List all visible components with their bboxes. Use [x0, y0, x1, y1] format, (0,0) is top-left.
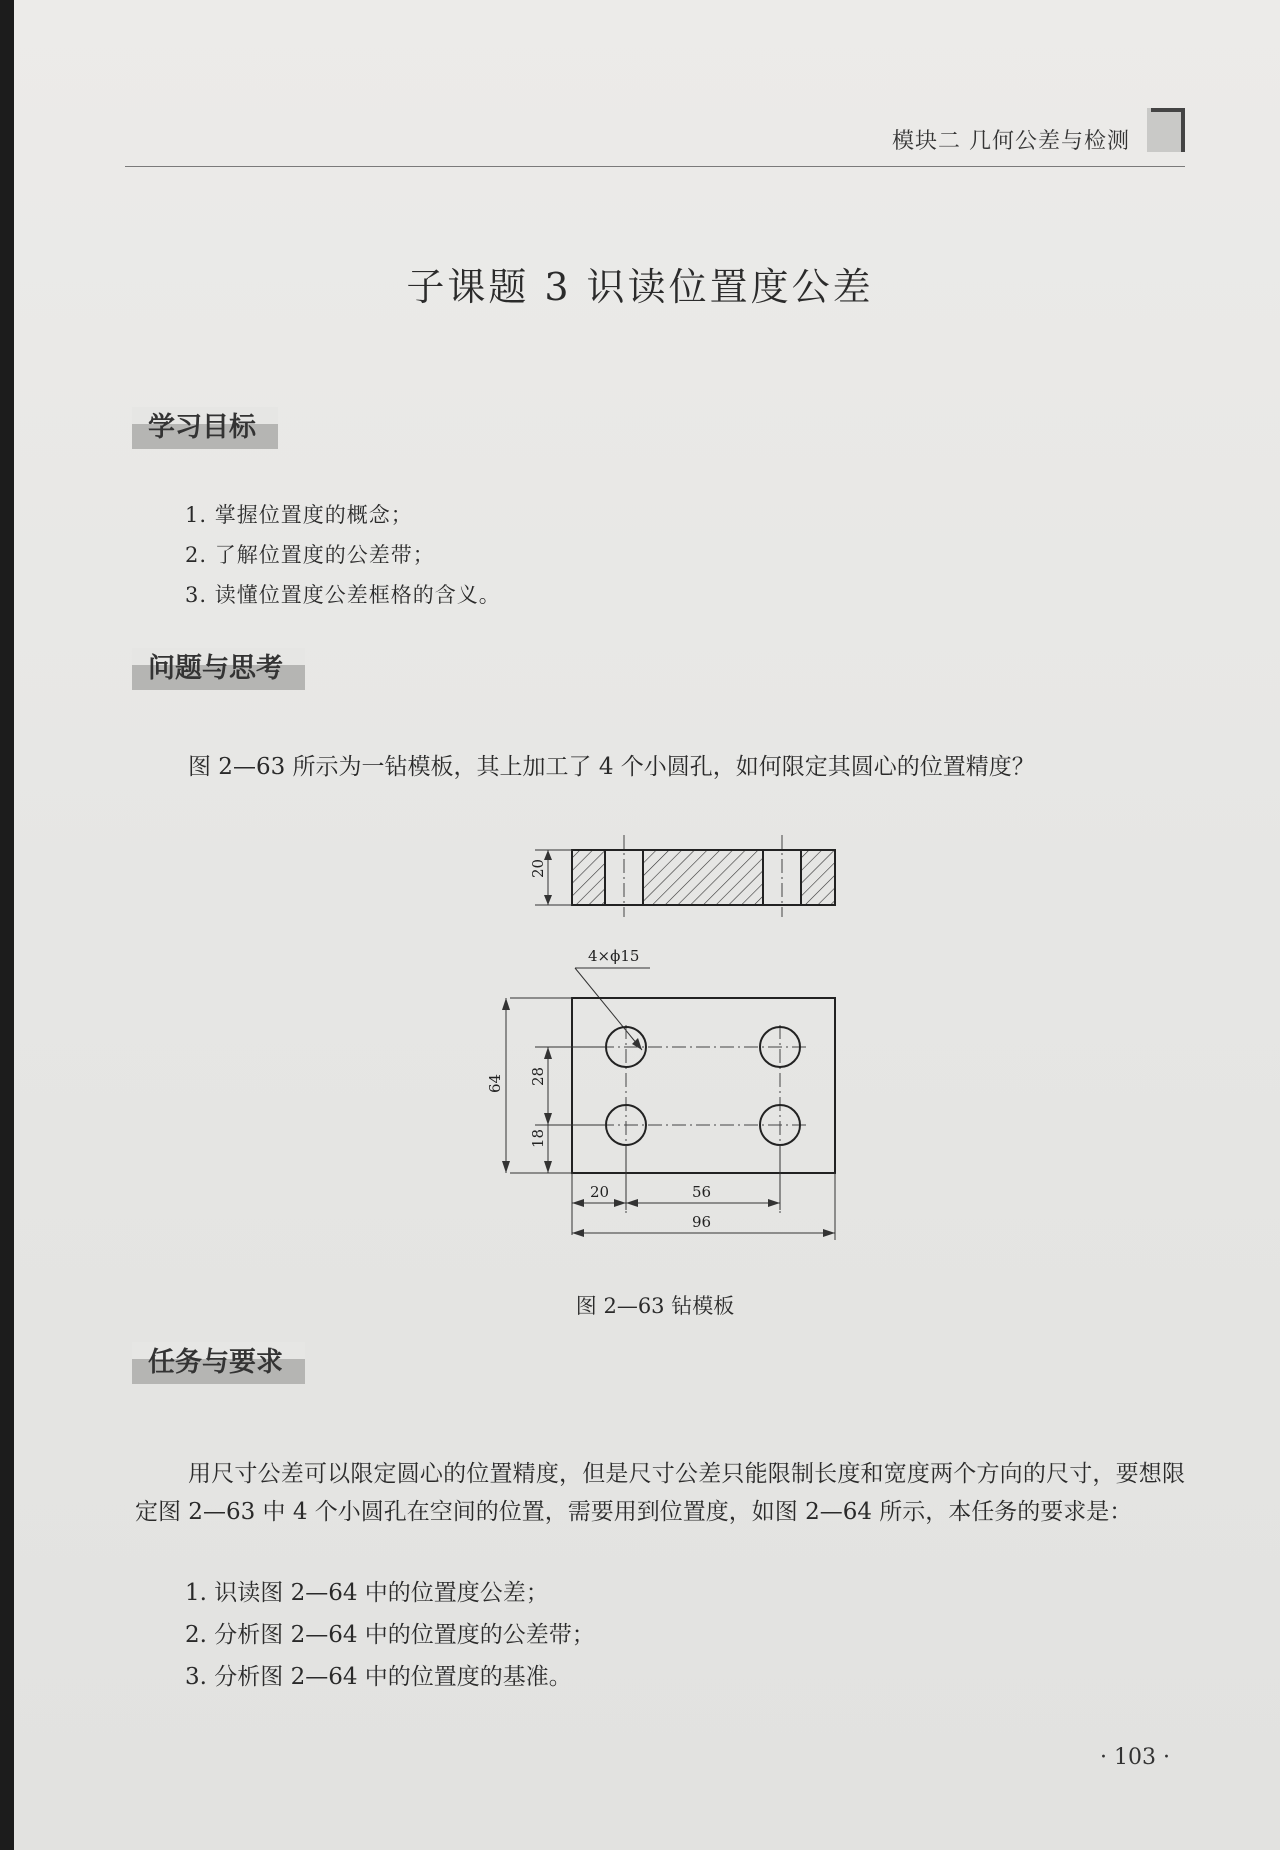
list-item: 1. 识读图 2—64 中的位置度公差； — [185, 1580, 549, 1606]
chapter-title: 子课题 3 识读位置度公差 — [406, 265, 874, 309]
dim-height: 64 — [486, 1073, 504, 1093]
list-item: 1. 掌握位置度的概念； — [185, 503, 413, 527]
list-item: 3. 分析图 2—64 中的位置度的基准。 — [185, 1664, 572, 1690]
dim-hole-offset-x: 20 — [590, 1183, 610, 1201]
dim-hole-spacing-y: 28 — [529, 1066, 547, 1086]
section-heading-question: 问题与思考 — [132, 648, 305, 690]
module-title: 模块二 几何公差与检测 — [892, 129, 1130, 154]
dim-thickness: 20 — [529, 858, 547, 878]
section-view — [529, 835, 835, 917]
objectives-list — [185, 495, 501, 615]
technical-drawing — [480, 835, 860, 1265]
tasks-list — [185, 1572, 595, 1698]
list-item: 2. 分析图 2—64 中的位置度的公差带； — [185, 1622, 595, 1648]
list-item: 3. 读懂位置度公差框格的含义。 — [185, 583, 501, 607]
running-header — [125, 118, 1185, 167]
plate-outline — [572, 998, 835, 1173]
list-item: 2. 了解位置度的公差带； — [185, 543, 435, 567]
dim-holes: 4×ϕ15 — [588, 947, 640, 965]
section-heading-tasks: 任务与要求 — [132, 1342, 305, 1384]
dim-hole-offset-y: 18 — [529, 1128, 547, 1148]
figure-caption: 图 2—63 钻模板 — [575, 1294, 735, 1318]
corner-mark-icon — [1147, 108, 1185, 152]
question-text: 图 2—63 所示为一钻模板，其上加工了 4 个小圆孔，如何限定其圆心的位置精度？ — [188, 754, 1035, 780]
section-heading-objectives: 学习目标 — [132, 407, 278, 449]
drill-template-figure — [480, 835, 860, 1265]
plan-view — [486, 998, 835, 1240]
dim-hole-spacing-x: 56 — [692, 1183, 712, 1201]
dim-width: 96 — [692, 1213, 712, 1231]
tasks-paragraph: 用尺寸公差可以限定圆心的位置精度，但是尺寸公差只能限制长度和宽度两个方向的尺寸，要想限定图 2—63 中 4 个小圆孔在空间的位置，需要用到位置度，如图 2—64 所示，本任务的要求是： — [135, 1461, 1185, 1525]
page-number: · 103 · — [1100, 1745, 1170, 1770]
